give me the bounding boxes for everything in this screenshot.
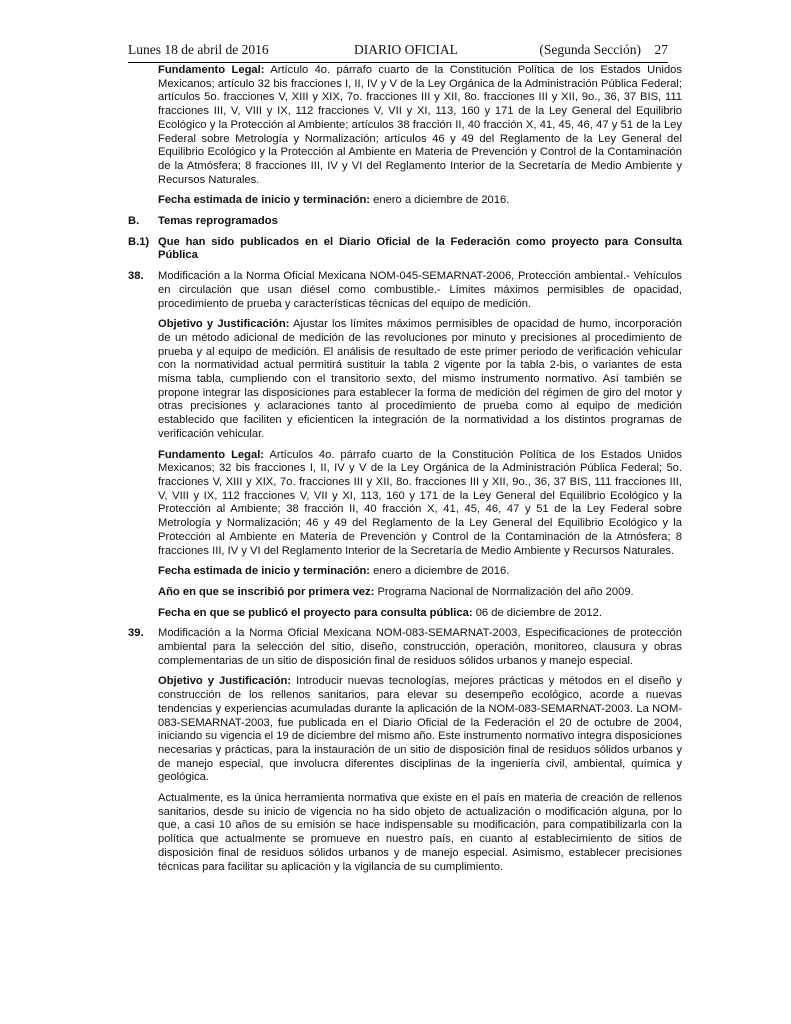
item-38-inscribio-label: Año en que se inscribió por primera vez: <box>158 585 375 598</box>
header-section: (Segunda Sección) <box>539 42 641 57</box>
item-38-fundamento-text: Artículos 4o. párrafo cuarto de la Constitución Política de los Estados Unidos Mexicanos; 32 bis fracciones I, II, IV y V de la Ley Orgánica de la Administración Pública Federal; 5o. fracciones V, XIII y XIX, 7o. fracciones III y XII, 8o. fracciones III y XII, 9o., 36, 37 BIS, 111 fracciones III, V, VIII y IX, 112 fracciones V, VII y XI, 113, 160 y 171 de la Ley General del Equilibrio Ecológico y la Protección al Ambiente; 38 fracción II, 40 fracción X, 41, 45, 46, 47 y 51 de la Ley Federal sobre Metrología y Normalización; 46 y 49 del Reglamento de la Ley General del Equilibrio Ecológico y la Protección al Ambiente en Materia de Prevención y Control de la Contaminación de la Atmósfera; 8 fracciones III, IV y VI del Reglamento Interior de la Secretaría de Medio Ambiente y Recursos Naturales. <box>158 448 682 557</box>
item-38-inscribio <box>158 586 682 600</box>
item-38-objetivo-label: Objetivo y Justificación: <box>158 318 290 331</box>
item-38-objetivo-text: Ajustar los límites máximos permisibles de opacidad de humo, incorporación de un método adicional de medición de las revoluciones por minuto y precisiones al procedimiento de prueba y al equipo de medición. El análisis de resultado de este primer periodo de verificación vehicular con la normatividad actual permitirá sustituir la tabla 2 vigente por la tabla 2-bis, o variantes de esta misma tabla, cumpliendo con el transitorio sexto, del mismo instrumento normativo. Así también se propone integrar las disposiciones para establecer la forma de medición del régimen de giro del motor y otras precisiones y aclaraciones tanto al procedimiento de prueba como al equipo de medición establecido que faciliten y eficienticen la integración de la normatividad a los distintos programas de verificación vehicular. <box>158 318 682 440</box>
item-39-actualmente: Actualmente, es la única herramienta normativa que existe en el país en materia de creación de rellenos sanitarios, desde su inicio de vigencia no ha sido objeto de actualización o modificación alguna, por lo que, a casi 10 años de su emisión se hace indispensable su modificación, para compatibilizarla con la política que actualmente se promueve en nuestro país, en cuanto al establecimiento de sitios de disposición final de residuos sólidos urbanos y de manejo especial. Asimismo, establecer precisiones técnicas para facilitar su aplicación y la vigilancia de su cumplimiento. <box>158 792 682 873</box>
fecha-paragraph <box>158 194 682 208</box>
section-b-number: B. <box>128 215 140 228</box>
item-39-title: Modificación a la Norma Oficial Mexicana NOM-083-SEMARNAT-2003, Especificaciones de protección ambiental para la selección del sitio, diseño, construcción, operación, monitoreo, clausura y obras complementarias de un sitio de disposición final de residuos sólidos urbanos y manejo especial. <box>158 627 682 667</box>
item-38-number: 38. <box>128 270 144 283</box>
section-b-heading <box>128 215 682 229</box>
item-38-title: Modificación a la Norma Oficial Mexicana NOM-045-SEMARNAT-2006, Protección ambiental.- Vehículos en circulación que usan diésel como combustible.- Límites máximos permisibles de opacidad, procedimiento de prueba y características técnicas del equipo de medición. <box>158 270 682 310</box>
fundamento-label: Fundamento Legal: <box>158 64 265 76</box>
item-38-heading <box>128 270 682 311</box>
fecha-label: Fecha estimada de inicio y terminación: <box>158 194 371 207</box>
item-39-heading <box>128 627 682 668</box>
header-page-number: 27 <box>654 42 668 57</box>
item-39-objetivo <box>158 675 682 785</box>
item-38-objetivo <box>158 318 682 441</box>
section-b-title: Temas reprogramados <box>158 215 278 228</box>
document-body <box>128 64 682 881</box>
fundamento-paragraph <box>158 64 682 187</box>
header-section-page <box>539 42 668 58</box>
header-rule <box>128 62 668 63</box>
header-date: Lunes 18 de abril de 2016 <box>128 42 269 57</box>
header-title: DIARIO OFICIAL <box>354 42 458 57</box>
item-38-fecha-text: enero a diciembre de 2016. <box>373 565 510 578</box>
item-38-publico-label: Fecha en que se publicó el proyecto para consulta pública: <box>158 606 473 619</box>
item-38-fecha <box>158 565 682 579</box>
fundamento-text: Artículo 4o. párrafo cuarto de la Constitución Política de los Estados Unidos Mexicanos; artículo 32 bis fracciones I, II, IV y V de la Ley Orgánica de la Administración Pública Federal; artículos 5o. fracciones V, XIII y XIX, 7o. fracciones III y XII, 8o. fracciones III y XII, 9o., 36, 37 BIS, 111 fracciones III, V, VIII y IX, 112 fracciones V, VII y XI, 113, 160 y 171 de la Ley General del Equilibrio Ecológico y la Protección al Ambiente; artículos 38 fracción II, 40 fracción X, 41, 45, 46, 47 y 51 de la Ley Federal sobre Metrología y Normalización; artículos 46 y 49 del Reglamento de la Ley General del Equilibrio Ecológico y la Protección al Ambiente en Materia de Prevención y Control de la Contaminación de la Atmósfera; 8 fracciones III, IV y VI del Reglamento Interior de la Secretaría de Medio Ambiente y Recursos Naturales. <box>158 64 682 186</box>
section-b1-number: B.1) <box>128 235 150 248</box>
item-38-fundamento <box>158 449 682 559</box>
item-38-publico <box>158 607 682 621</box>
item-39-objetivo-text: Introducir nuevas tecnologías, mejores prácticas y métodos en el diseño y construcción de los rellenos sanitarios, para elevar su desempeño ecológico, acorde a nuevas tendencias y experiencias acumuladas durante la aplicación de la NOM-083-SEMARNAT-2003. La NOM-083-SEMARNAT-2003, fue publicada en el Diario Oficial de la Federación el 20 de octubre de 2004, iniciando su vigencia el 19 de diciembre del mismo año. Este instrumento normativo integra disposiciones necesarias y prácticas, para la instauración de un sitio de disposición final de residuos sólidos urbanos y de manejo especial, que involucra diferentes disciplinas de la ingeniería civil, ambiental, química y geológica. <box>158 675 682 784</box>
page-header <box>128 42 668 60</box>
item-38-fecha-label: Fecha estimada de inicio y terminación: <box>158 565 371 578</box>
item-38-inscribio-text: Programa Nacional de Normalización del año 2009. <box>377 585 634 598</box>
item-39-objetivo-label: Objetivo y Justificación: <box>158 675 292 688</box>
item-38-publico-text: 06 de diciembre de 2012. <box>475 606 602 619</box>
fecha-text: enero a diciembre de 2016. <box>373 194 510 207</box>
section-b1-title: Que han sido publicados en el Diario Oficial de la Federación como proyecto para Consulta Pública <box>158 235 682 262</box>
section-b1-heading <box>128 236 682 263</box>
item-38-fundamento-label: Fundamento Legal: <box>158 448 265 461</box>
item-39-number: 39. <box>128 627 144 640</box>
